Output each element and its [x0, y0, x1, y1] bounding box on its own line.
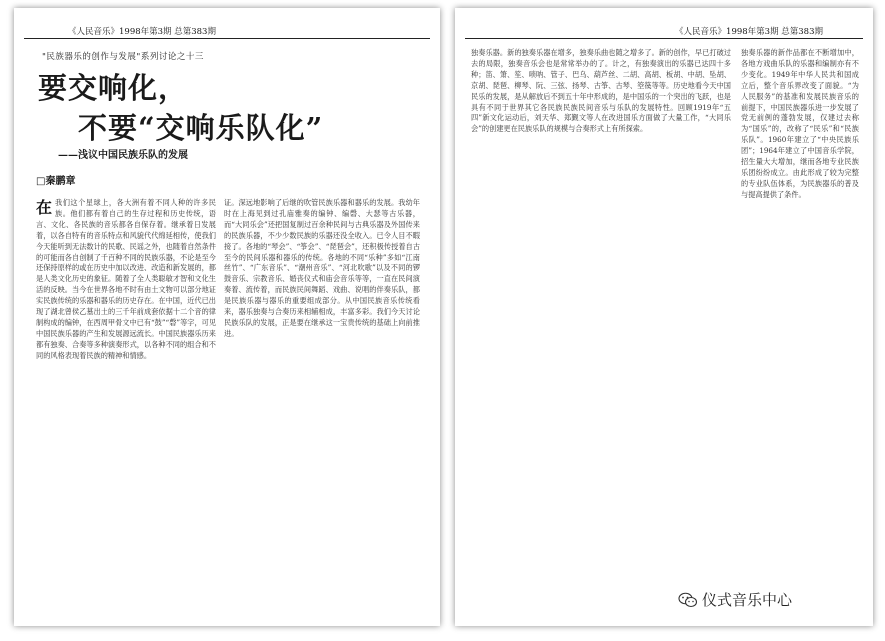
body-column-1: 独奏乐器。新的独奏乐器在增多，独奏乐曲也随之增多了。新的创作，早已打破过去的局限，独奏音乐会也是常常举办的了。计之，有独奏演出的乐器已达四十多种；笛、箫、笙、唢呐、管子、巴乌、葫芦丝、二胡、高胡、板胡、中胡、坠胡、京胡、琵琶、柳琴、阮、三弦、扬琴、古筝、古琴、箜篌等等。历史地看今天中国民乐的发展，是从解放后不到五十年中形成的，是中国乐的一个突出的飞跃，也是具有不同于世界其它各民族民族民间音乐与乐队的发展特性。回顾1919年“五四”新文化运动后，刘天华、郑觐文等人在改进国乐方面做了大量工作，“大同乐会”的创建更在民族乐队的规模与合奏形式上有所探索。: [471, 48, 731, 134]
watermark: [678, 589, 792, 610]
article-title-line1: 要交响化，: [38, 71, 189, 105]
right-page: [455, 8, 873, 626]
drop-cap: 在: [36, 198, 53, 217]
left-page: [14, 8, 440, 626]
page-header: 《人民音乐》1998年第3期 总第383期: [24, 25, 430, 39]
wechat-icon: [678, 592, 698, 608]
article-author: □秦鹏章: [36, 176, 76, 187]
series-label: "民族器乐的创作与发展"系列讨论之十三: [42, 52, 204, 62]
watermark-text: 仪式音乐中心: [702, 591, 793, 609]
page-header: 《人民音乐》1998年第3期 总第383期: [465, 25, 863, 39]
body-text: 我们这个星球上，各大洲有着不同人种的许多民族。他们都有着自己的生存过程和历史传统，语言、文化、各民族的音乐都各自保存着。继承着日发展着，以各自特有的音乐特点和风貌代代绵延相传，使我们今天能听到无法数计的民歌、民谣之外，也随着自然条件的可能而各自创制了千百种不同的民族乐器，不论是至今还保持原样的或在历史中加以改进、改造和新发展的，都是人类文化历史的象征。随着了全人类聪敏才智和文化生活的反映。当今在世界各地不时有由土文物可以部分地证实民族传统的乐器和器乐的历史存在。在中国，近代已出现了湖北曾侯乙墓出土的三千年前成套依据十二个音的律制构成的编钟，在西周甲骨文中已有“鼓”“磬”等字，可见中国民族乐器的产生和发展源远流长。中国民族器乐历来都有独奏、合奏等多种演奏形式，以各种不同的组合和不同的风格表现着民族的精神和情感。: [36, 198, 216, 360]
article-title-line2: 不要“交响乐队化”: [78, 111, 324, 145]
body-column-2: 独奏乐器的新作品都在不断增加中，各地方戏曲乐队的乐器和编制亦有不少变化。1949年中华人民共和国成立后，整个音乐界改变了面貌。“为人民服务”的基准和发展民族音乐的前提下，中国民族器乐进一步发展了党无前例的蓬勃发展，仅建过去称为“国乐”的，改称了“民乐”和“民族乐队”。1960年建立了“中央民族乐团”；1964年建立了中国音乐学院，招生量大大增加，继而各地专业民族乐团纷纷成立。由此形成了较为完整的专业队伍体系，为民族器乐的普及与提高提供了条件。: [741, 48, 859, 199]
article-subtitle: ——浅议中国民族乐队的发展: [58, 150, 188, 161]
body-column-2: 证。深远地影响了后继的吹管民族乐器和器乐的发展。我幼年时在上海见到过孔庙雅奏的编钟、编磬、大瑟等古乐器，而“大同乐会”还把国复制过百余种民间与古典乐器及外国传来的民族乐器，不少少数民族的乐器还没全收入。已令人目不暇接了。各地的“琴会”、“筝会”、“琵琶会”，还积极传授着自古至今的民间乐器和器乐的传统。各地的不同“乐种”多如“江南丝竹”、“广东音乐”、“潮州音乐”、“河北吹歌”以及不同的锣鼓音乐、宗教音乐、婚丧仪式和庙会音乐等等，一直在民间演奏着、流传着，而民族民间舞蹈、戏曲、说唱的伴奏乐队，都是民族乐器与器乐的重要组成部分。从中国民族音乐传统看来，器乐独奏与合奏历来相辅相成，丰富多彩。我们今天讨论民族乐队的发展，正是要在继承这一宝贵传统的基础上向前推进。: [224, 198, 420, 338]
body-column-1: [36, 198, 216, 608]
